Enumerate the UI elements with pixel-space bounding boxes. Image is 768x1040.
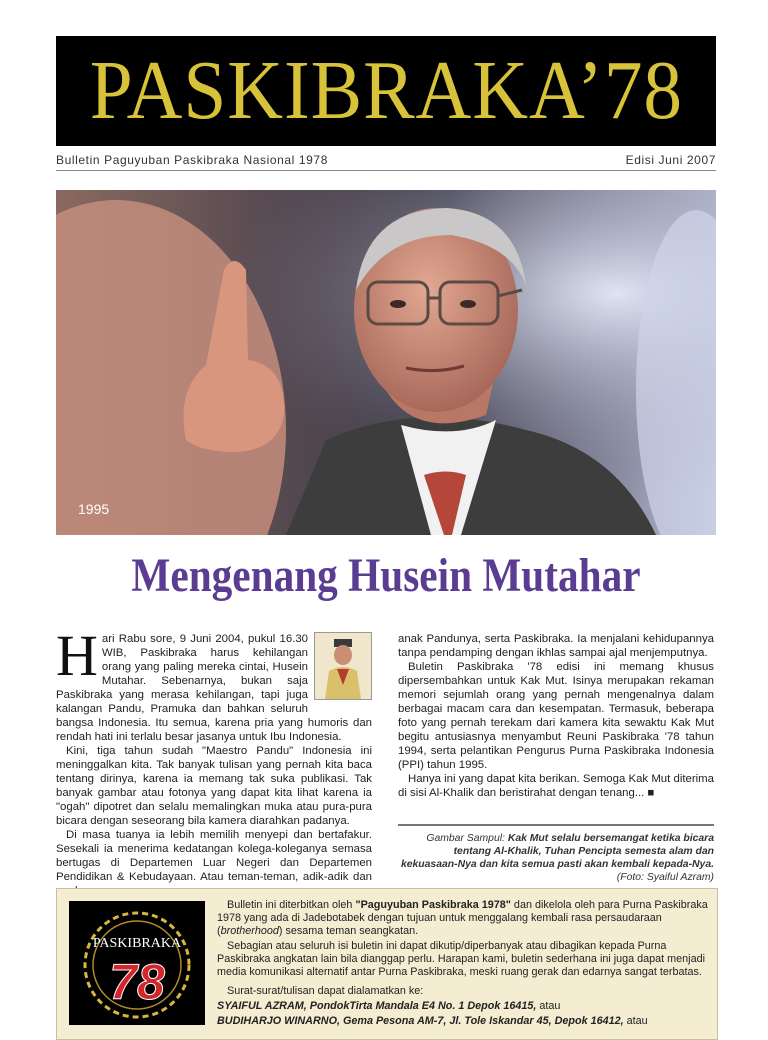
article-paragraph: ari Rabu sore, 9 Juni 2004, pukul 16.30 WIB, Paskibraka harus kehilangan orang yang paling mereka cintai, Husein Mutahar. Sebenarnya, bukan saja Paskibraka yang merasa kehilangan, tapi juga kalangan Pandu, Pramuka dan bahkan seluruh bangsa Indonesia. Itu semua, karena pria yang humoris dan rendah hati ini terlalu besar jasanya untuk Ibu Indonesia.	[56, 633, 372, 743]
info-paragraph	[217, 899, 709, 938]
article-paragraph: Hanya ini yang dapat kita berikan. Semoga Kak Mut diterima di sisi Al-Khalik dan beristirahat dengan tenang... ■	[398, 773, 714, 799]
bulletin-name: Bulletin Paguyuban Paskibraka Nasional 1978	[56, 153, 328, 167]
caption-prefix: Gambar Sampul:	[426, 833, 508, 844]
address-text: BUDIHARJO WINARNO, Gema Pesona AM-7, Jl. Tole Iskandar 45, Depok 16412,	[217, 1015, 624, 1027]
headline: Mengenang Husein Mutahar	[131, 549, 641, 602]
address-text: SYAIFUL AZRAM, PondokTirta Mandala E4 No. 1 Depok 16415,	[217, 1000, 537, 1012]
portrait-illustration	[56, 190, 716, 535]
publisher-name: "Paguyuban Paskibraka 1978"	[355, 899, 511, 911]
thumbnail-photo	[314, 632, 372, 700]
photo-year-label: 1995	[78, 501, 110, 517]
info-text-part: ) sesama teman seangkatan.	[278, 925, 419, 937]
info-paragraph: Sebagian atau seluruh isi buletin ini dapat dikutip/diperbanyak atau dibagikan kepada Purna Paskibraka angkatan lain bila dianggap perlu. Harapan kami, buletin sederhana ini juga dapat menjadi media komunikasi alternatif antar Purna Paskibraka, meski ruang gerak dan edarnya sangat terbatas.	[217, 940, 705, 978]
article-column-right	[398, 632, 714, 800]
thumbnail-figure	[315, 633, 371, 699]
info-text-part: Bulletin ini diterbitkan oleh	[227, 899, 356, 911]
drop-cap: H	[56, 623, 98, 688]
caption-credit: (Foto: Syaiful Azram)	[616, 872, 714, 883]
article-paragraph: Di masa tuanya ia lebih memilih menyepi dan bertafakur. Sesekali ia menerima kedatangan kolega-koleganya semasa bertugas di Departemen Luar Negeri dan Departemen Pendidikan & Kebudayaan. Atau teman-teman, adik-adik dan	[56, 829, 372, 883]
article-column-left	[56, 623, 372, 898]
caption-text: Kak Mut selalu bersemangat ketika bicara tentang Al-Khalik, Tuhan Pencipta semesta alam dan kekuasaan-Nya dan kita semua pasti akan kembali kepada-Nya.	[400, 833, 714, 870]
info-paragraph: Surat-surat/tulisan dapat dialamatkan ke:	[227, 985, 424, 997]
address-line	[217, 1015, 709, 1028]
logo-text-big: 78	[109, 954, 165, 1010]
masthead-subline	[56, 150, 716, 171]
address-tail: atau	[623, 1015, 648, 1027]
masthead-title: PASKIBRAKA’78	[89, 44, 683, 137]
cover-caption	[398, 824, 714, 884]
paskibraka-78-logo	[69, 901, 205, 1025]
masthead	[56, 36, 716, 146]
info-text	[217, 899, 709, 1030]
address-tail: atau	[536, 1000, 561, 1012]
publisher-info-box	[56, 888, 718, 1040]
address-line	[217, 1000, 709, 1013]
article-paragraph: Buletin Paskibraka '78 edisi ini memang khusus dipersembahkan untuk Kak Mut. Isinya merupakan rekaman memori sejumlah orang yang pernah mengenalnya dalam berbagai macam cara dan kesempatan. Termasuk, beberapa foto yang pernah terekam dari kamera kita sewaktu Kak Mut begitu antusiasnya menyambut Reuni Paskibraka '78 tahun 1994, serta pelantikan Pengurus Purna Paskibraka Indonesia (PPI) tahun 1995.	[398, 661, 714, 771]
info-text-italic: brotherhood	[220, 925, 279, 937]
edition-label: Edisi Juni 2007	[625, 153, 716, 167]
article-paragraph: Kini, tiga tahun sudah "Maestro Pandu" Indonesia ini meninggalkan kita. Tak banyak tulisan yang pernah kita baca tentang dirinya, karena ia memang tak suka publikasi. Tak banyak gambar atau fotonya yang dapat kita lihat karena ia "ogah" dipotret dan selalu memalingkan muka atau pura-pura bicara dengan seseorang bila kamera diarahkan padanya.	[56, 745, 372, 827]
article-paragraph: anak Pandunya, serta Paskibraka. Ia menjalani kehidupannya tanpa pendamping dengan ikhlas sampai ajal menjemputnya.	[398, 633, 714, 659]
cover-photo	[56, 190, 716, 535]
logo-emblem	[69, 901, 205, 1025]
logo-text-top: PASKIBRAKA	[92, 936, 182, 951]
info-text-part: dan dikelola oleh para Purna Paskibraka 1978 yang ada di Jadebotabek dengan tujuan untuk menggalang kembali rasa persaudaraan (	[217, 899, 708, 937]
